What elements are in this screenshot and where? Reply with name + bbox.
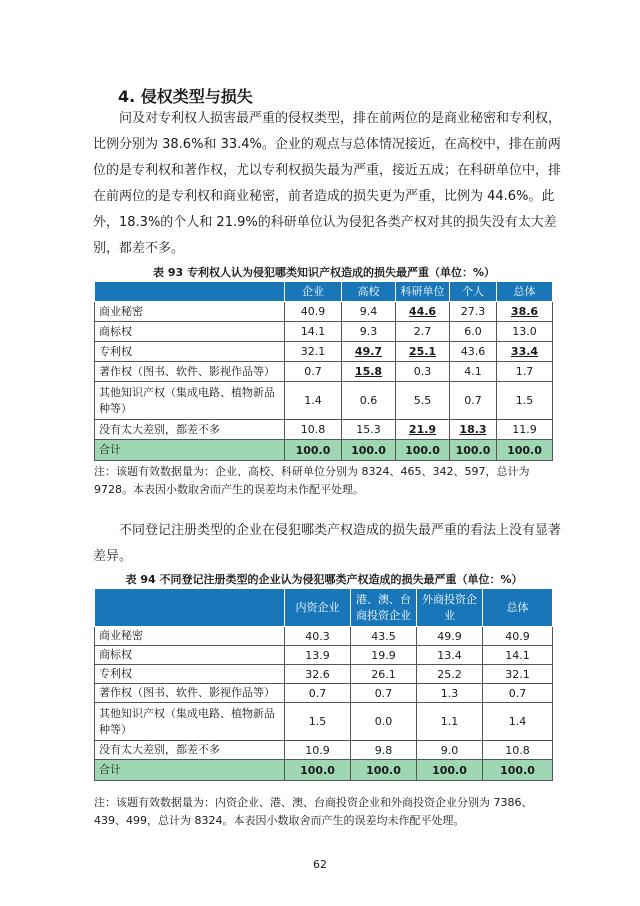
table93-row-label: 其他知识产权（集成电路、植物新品种等） (95, 382, 285, 420)
table93-total-row (95, 440, 553, 461)
table94-cell: 9.8 (351, 741, 417, 760)
table93-cell: 100.0 (285, 440, 342, 461)
table93-cell: 1.5 (497, 382, 553, 420)
table-94 (94, 588, 553, 781)
table93-cell: 32.1 (285, 342, 342, 362)
table94-cell: 1.4 (483, 703, 553, 741)
table93-col-header-2: 高校 (342, 282, 396, 302)
table93-row-label: 商标权 (95, 322, 285, 342)
table94-cell: 10.8 (483, 741, 553, 760)
table93-cell: 21.9 (396, 420, 450, 440)
table93-cell: 15.8 (342, 362, 396, 382)
table93-cell: 9.3 (342, 322, 396, 342)
table94-cell: 100.0 (285, 760, 351, 781)
table94-col-header-2: 港、澳、台商投资企业 (351, 589, 417, 627)
table-93-note: 注：该题有效数据量为：企业、高校、科研单位分别为 8324、465、342、597，总计为 9728。本表因小数取舍而产生的误差均未作配平处理。 (94, 465, 530, 496)
table93-cell: 27.3 (450, 302, 497, 322)
table93-row (95, 342, 553, 362)
table94-cell: 100.0 (351, 760, 417, 781)
table94-col-header-1: 内资企业 (285, 589, 351, 627)
table94-cell: 32.1 (483, 665, 553, 684)
paragraph-2 (93, 518, 561, 570)
table93-row (95, 302, 553, 322)
table94-col-header-3: 外商投资企业 (417, 589, 483, 627)
table93-cell: 0.7 (285, 362, 342, 382)
table93-row (95, 382, 553, 420)
table94-row-label: 专利权 (95, 665, 285, 684)
table94-cell: 40.3 (285, 627, 351, 646)
table93-cell: 100.0 (497, 440, 553, 461)
table-93-caption: 表 93 专利权人认为侵犯哪类知识产权造成的损失最严重（单位：%） (153, 266, 495, 279)
table93-cell: 38.6 (497, 302, 553, 322)
table93-cell: 100.0 (450, 440, 497, 461)
table93-cell: 4.1 (450, 362, 497, 382)
table-93 (94, 281, 553, 461)
table-94-caption: 表 94 不同登记注册类型的企业认为侵犯哪类产权造成的损失最严重（单位：%） (125, 573, 523, 586)
table93-row-label: 合计 (95, 440, 285, 461)
table93-cell: 25.1 (396, 342, 450, 362)
table94-cell: 13.9 (285, 646, 351, 665)
table93-cell: 44.6 (396, 302, 450, 322)
table93-cell: 33.4 (497, 342, 553, 362)
table94-cell: 26.1 (351, 665, 417, 684)
table94-cell: 0.0 (351, 703, 417, 741)
table94-cell: 14.1 (483, 646, 553, 665)
table93-cell: 49.7 (342, 342, 396, 362)
table94-cell: 9.0 (417, 741, 483, 760)
table93-cell: 2.7 (396, 322, 450, 342)
paragraph-1-text: 问及对专利权人损害最严重的侵权类型，排在前两位的是商业秘密和专利权，比例分别为 38.6%和 33.4%。企业的观点与总体情况接近，在高校中，排在前两位的是专利权和著作权，尤以专利权损失最为严重，接近五成；在科研单位中，排在前两位的是专利权和商业秘密，前者造成的损失更为严重，比例为 44.6%。此外，18.3%的个人和 21.9%的科研单位认为侵犯各类产权对其的损失没有太大差别，都差不多。 (93, 111, 562, 256)
table93-cell: 5.5 (396, 382, 450, 420)
table93-cell: 0.3 (396, 362, 450, 382)
table94-cell: 25.2 (417, 665, 483, 684)
table94-row (95, 703, 553, 741)
table94-row (95, 684, 553, 703)
table93-cell: 0.7 (450, 382, 497, 420)
table94-cell: 0.7 (483, 684, 553, 703)
table94-cell: 10.9 (285, 741, 351, 760)
table93-cell: 1.7 (497, 362, 553, 382)
table94-row (95, 665, 553, 684)
table93-cell: 40.9 (285, 302, 342, 322)
table93-row-label: 商业秘密 (95, 302, 285, 322)
table94-row-label: 其他知识产权（集成电路、植物新品种等） (95, 703, 285, 741)
table93-cell: 100.0 (396, 440, 450, 461)
table94-cell: 49.9 (417, 627, 483, 646)
table93-cell: 0.6 (342, 382, 396, 420)
table93-cell: 1.4 (285, 382, 342, 420)
table93-col-header-1: 企业 (285, 282, 342, 302)
table94-row-label: 著作权（图书、软件、影视作品等） (95, 684, 285, 703)
table93-row (95, 420, 553, 440)
table94-row (95, 646, 553, 665)
table93-row-label: 没有太大差别，都差不多 (95, 420, 285, 440)
table94-row-label: 没有太大差别，都差不多 (95, 741, 285, 760)
table93-row (95, 362, 553, 382)
table94-row-label: 合计 (95, 760, 285, 781)
section-title: 4. 侵权类型与损失 (118, 87, 253, 106)
table-94-header-row (95, 589, 553, 627)
table94-cell: 13.4 (417, 646, 483, 665)
table94-col-header-4: 总体 (483, 589, 553, 627)
table94-total-row (95, 760, 553, 781)
table94-row-label: 商业秘密 (95, 627, 285, 646)
table93-cell: 6.0 (450, 322, 497, 342)
table94-cell: 19.9 (351, 646, 417, 665)
table94-cell: 100.0 (417, 760, 483, 781)
paragraph-2-text: 不同登记注册类型的企业在侵犯哪类产权造成的损失最严重的看法上没有显著差异。 (93, 523, 562, 564)
table93-col-header-0 (95, 282, 285, 302)
table94-cell: 1.5 (285, 703, 351, 741)
table94-cell: 0.7 (285, 684, 351, 703)
table94-cell: 1.1 (417, 703, 483, 741)
table93-col-header-5: 总体 (497, 282, 553, 302)
table93-cell: 43.6 (450, 342, 497, 362)
table93-col-header-4: 个人 (450, 282, 497, 302)
table94-row (95, 627, 553, 646)
table93-cell: 15.3 (342, 420, 396, 440)
table93-cell: 11.9 (497, 420, 553, 440)
table94-cell: 0.7 (351, 684, 417, 703)
table93-row-label: 专利权 (95, 342, 285, 362)
table93-cell: 9.4 (342, 302, 396, 322)
table93-cell: 100.0 (342, 440, 396, 461)
table94-row (95, 741, 553, 760)
table94-cell: 40.9 (483, 627, 553, 646)
table93-row (95, 322, 553, 342)
table94-cell: 43.5 (351, 627, 417, 646)
table93-cell: 14.1 (285, 322, 342, 342)
table-94-note: 注：该题有效数据量为：内资企业、港、澳、台商投资企业和外商投资企业分别为 7386、439、499，总计为 8324。本表因小数取舍而产生的误差均未作配平处理。 (94, 796, 533, 827)
table93-col-header-3: 科研单位 (396, 282, 450, 302)
table94-cell: 100.0 (483, 760, 553, 781)
table94-col-header-0 (95, 589, 285, 627)
table93-cell: 13.0 (497, 322, 553, 342)
table94-row-label: 商标权 (95, 646, 285, 665)
paragraph-1 (93, 106, 561, 262)
table93-cell: 18.3 (450, 420, 497, 440)
page-number: 62 (313, 858, 327, 871)
table-93-header-row (95, 282, 553, 302)
table94-cell: 32.6 (285, 665, 351, 684)
table93-cell: 10.8 (285, 420, 342, 440)
table93-row-label: 著作权（图书、软件、影视作品等） (95, 362, 285, 382)
table94-cell: 1.3 (417, 684, 483, 703)
